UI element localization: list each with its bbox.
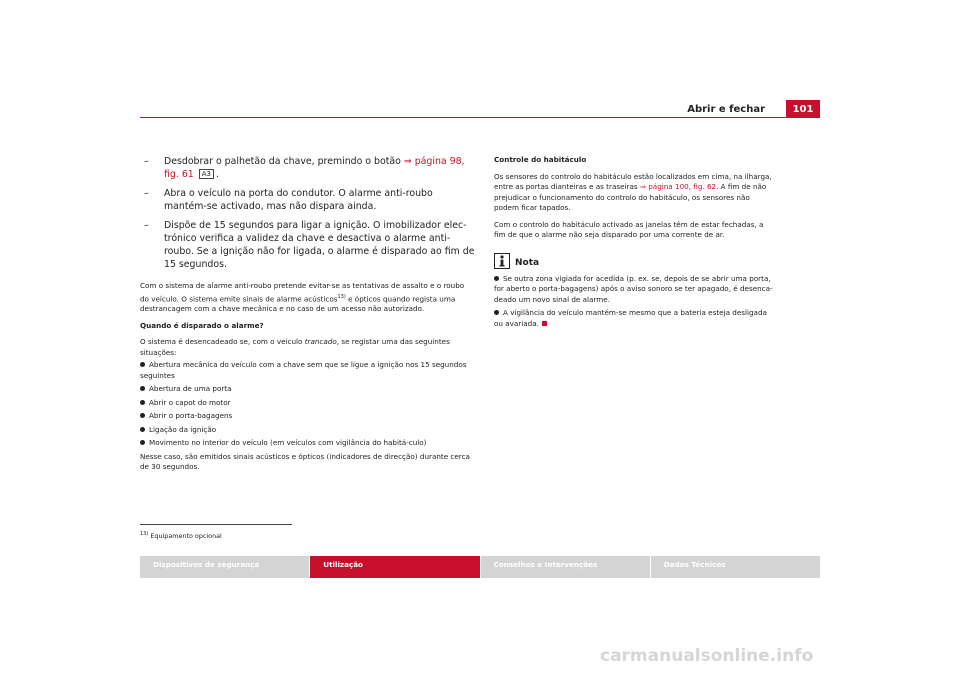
note-item: A vigilância do veículo mantém-se mesmo que a bateria esteja desligada ou avariada. xyxy=(494,308,767,328)
note-item: Se outra zona vigiada for acedida (p. ex. se, depois de se abrir uma porta, for aberto o porta-bagagens) após o aviso sonoro se ter apagado, é desenca-deado um novo sinal de alarme. xyxy=(494,273,773,304)
sensor-paragraph: Os sensores do controlo do habitáculo estão localizados em cima, na ilharga, entre as portas dianteiras e as traseiras ⇒ página 100, fig. 62. A fim de não prejudicar o funcionamento do controlo do habitáculo, os sensores não podem ficar tapados. xyxy=(494,171,772,212)
note-label: Nota xyxy=(515,258,540,268)
alarm-description xyxy=(140,281,475,473)
list-item: Abrir o capot do motor xyxy=(140,398,475,409)
footer-section-tabs xyxy=(140,556,820,578)
footnote-marker: 13) xyxy=(140,531,149,537)
header-divider xyxy=(140,117,820,118)
list-item: Abertura mecânica do veículo com a chave sem que se ligue a ignição nos 15 segundos seguintes xyxy=(140,360,467,380)
footnote-divider xyxy=(140,524,292,525)
bullet-icon xyxy=(140,400,145,405)
section-subheading: Quando é disparado o alarme? xyxy=(140,320,264,330)
step-item: – Dispõe de 15 segundos para ligar a ignição. O imobilizador elec-trónico verifica a validez da chave e desactiva o alarme anti-roubo. Se a ignição não for ligada, o alarme é disparado ao fim de 15 segundos. xyxy=(144,220,475,270)
step-item: – Desdobrar o palhetão da chave, premindo o botão ⇒ página 98, fig. 61 A3 . xyxy=(144,156,465,180)
left-column xyxy=(140,155,475,479)
bullet-icon xyxy=(494,310,499,315)
section-heading: Controle do habitáculo xyxy=(494,155,587,164)
figure-callout-badge: A3 xyxy=(199,169,214,179)
right-column xyxy=(494,155,774,332)
bullet-icon xyxy=(140,362,145,367)
bullet-icon xyxy=(140,413,145,418)
end-of-section-icon xyxy=(542,321,547,326)
windows-paragraph: Com o controlo do habitáculo activado as janelas têm de estar fechadas, a fim de que o alarme não seja disparado por uma corrente de ar. xyxy=(494,219,764,239)
list-item: Movimento no interior do veículo (em veículos com vigilância do habitá-culo) xyxy=(140,438,475,449)
closing-paragraph: Nesse caso, são emitidos sinais acústicos e ópticos (indicadores de direcção) durante cerca de 30 segundos. xyxy=(140,451,470,472)
intro-paragraph: Com o sistema de alarme anti-roubo pretende evitar-se as tentativas de assalto e o roubo do veículo. O sistema emite sinais de alarme acústicos$^{13)}$ e ópticos quando regista uma destrancagem com a chave mecânica e no caso de um acesso não autorizado. xyxy=(140,281,465,314)
step-item: – Abra o veículo na porta do condutor. O alarme anti-roubo mantém-se activado, mas não dispara ainda. xyxy=(144,188,433,212)
tab-technical-data[interactable]: Dados Técnicos xyxy=(651,556,820,578)
footnote: $^{13)}$ Equipamento opcional xyxy=(140,531,222,541)
list-item: Abertura de uma porta xyxy=(140,384,475,395)
list-item: Abrir o porta-bagagens xyxy=(140,411,475,422)
page-number: 101 xyxy=(786,100,820,118)
page-reference-link[interactable]: ⇒ página 100, fig. 62 xyxy=(639,182,717,191)
bullet-icon xyxy=(494,276,499,281)
tab-safety-devices[interactable]: Dispositivos de segurança xyxy=(140,556,309,578)
tab-operation[interactable]: Utilização xyxy=(310,556,479,578)
list-item: Ligação da ignição xyxy=(140,425,475,436)
watermark: carmanualsonline.info xyxy=(600,646,814,666)
tab-tips-maintenance[interactable]: Conselhos e Intervenções xyxy=(481,556,650,578)
note-info-icon xyxy=(494,253,510,269)
bullet-icon xyxy=(140,427,145,432)
footnote-marker: 13) xyxy=(337,293,346,300)
note-header xyxy=(494,253,774,269)
bullet-icon xyxy=(140,440,145,445)
page-header-title: Abrir e fechar xyxy=(687,104,765,115)
bullet-icon xyxy=(140,386,145,391)
page-reference-link[interactable]: ⇒ página 98, fig. 61 xyxy=(164,156,465,180)
trigger-intro: O sistema é desencadeado se, com o veículo trancado, se registar uma das seguintes situações: xyxy=(140,337,450,357)
